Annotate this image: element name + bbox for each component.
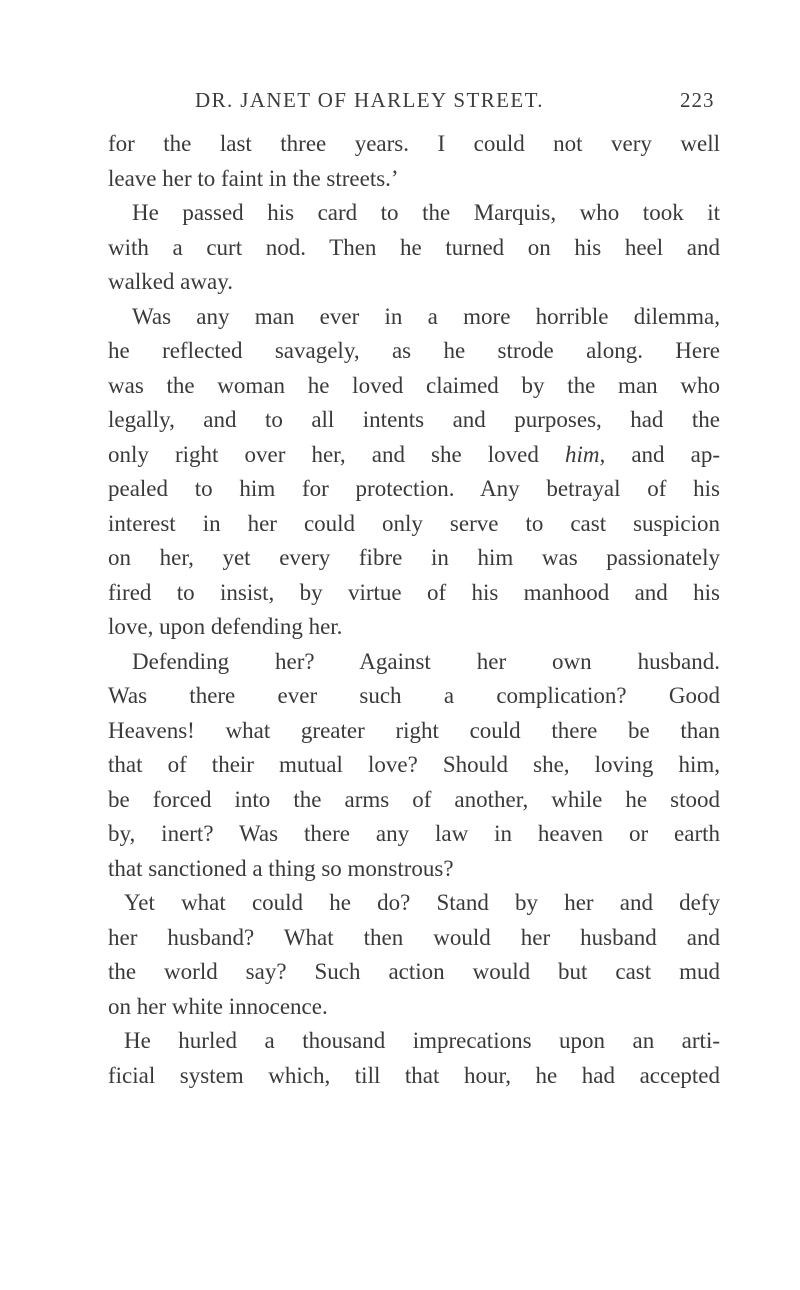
- text-line: that sanctioned a thing so monstrous?: [108, 855, 454, 881]
- text-line: that of their mutual love? Should she, loving him,: [108, 752, 720, 777]
- text-line: on her, yet every fibre in him was passionately: [108, 545, 720, 570]
- text-line: Defending her? Against her own husband.: [132, 648, 720, 674]
- text-line: for the last three years. I could not very well: [108, 131, 720, 156]
- text-line: he reflected savagely, as he strode along. Here: [108, 338, 720, 363]
- text-line: walked away.: [108, 269, 233, 294]
- text-line: Heavens! what greater right could there be than: [108, 717, 720, 743]
- body-text: [108, 127, 720, 1093]
- text-line: was the woman he loved claimed by the man who: [108, 372, 720, 398]
- text-line: be forced into the arms of another, while he stood: [108, 786, 720, 812]
- text-line: Was any man ever in a more horrible dilemma,: [132, 303, 720, 329]
- text-line: He hurled a thousand imprecations upon an arti-: [124, 1028, 720, 1053]
- text-line: [108, 438, 720, 473]
- text-line: interest in her could only serve to cast suspicion: [108, 510, 720, 536]
- running-head: DR. JANET OF HARLEY STREET.: [195, 88, 544, 112]
- text-line: He passed his card to the Marquis, who took it: [132, 200, 720, 225]
- text-line: the world say? Such action would but cast mud: [108, 959, 720, 984]
- text-line: by, inert? Was there any law in heaven or earth: [108, 821, 720, 846]
- italic-word: him,: [565, 441, 606, 467]
- text-line: pealed to him for protection. Any betrayal of his: [108, 476, 720, 501]
- text-line: love, upon defending her.: [108, 614, 343, 639]
- text-line: Was there ever such a complication? Good: [108, 683, 720, 708]
- text-segment: only right over her, and she loved: [108, 441, 539, 467]
- text-line: leave her to faint in the streets.’: [108, 165, 399, 191]
- text-line: her husband? What then would her husband and: [108, 924, 720, 950]
- text-line: legally, and to all intents and purposes, had the: [108, 407, 720, 432]
- text-line: Yet what could he do? Stand by her and defy: [124, 890, 720, 915]
- text-line: on her white innocence.: [108, 993, 328, 1019]
- text-line: with a curt nod. Then he turned on his heel and: [108, 234, 720, 260]
- text-line: fired to insist, by virtue of his manhood and his: [108, 579, 720, 605]
- text-segment: and ap-: [605, 441, 721, 467]
- page-header: [0, 88, 800, 118]
- text-line: ficial system which, till that hour, he had accepted: [108, 1062, 720, 1088]
- page-number: 223: [680, 88, 715, 112]
